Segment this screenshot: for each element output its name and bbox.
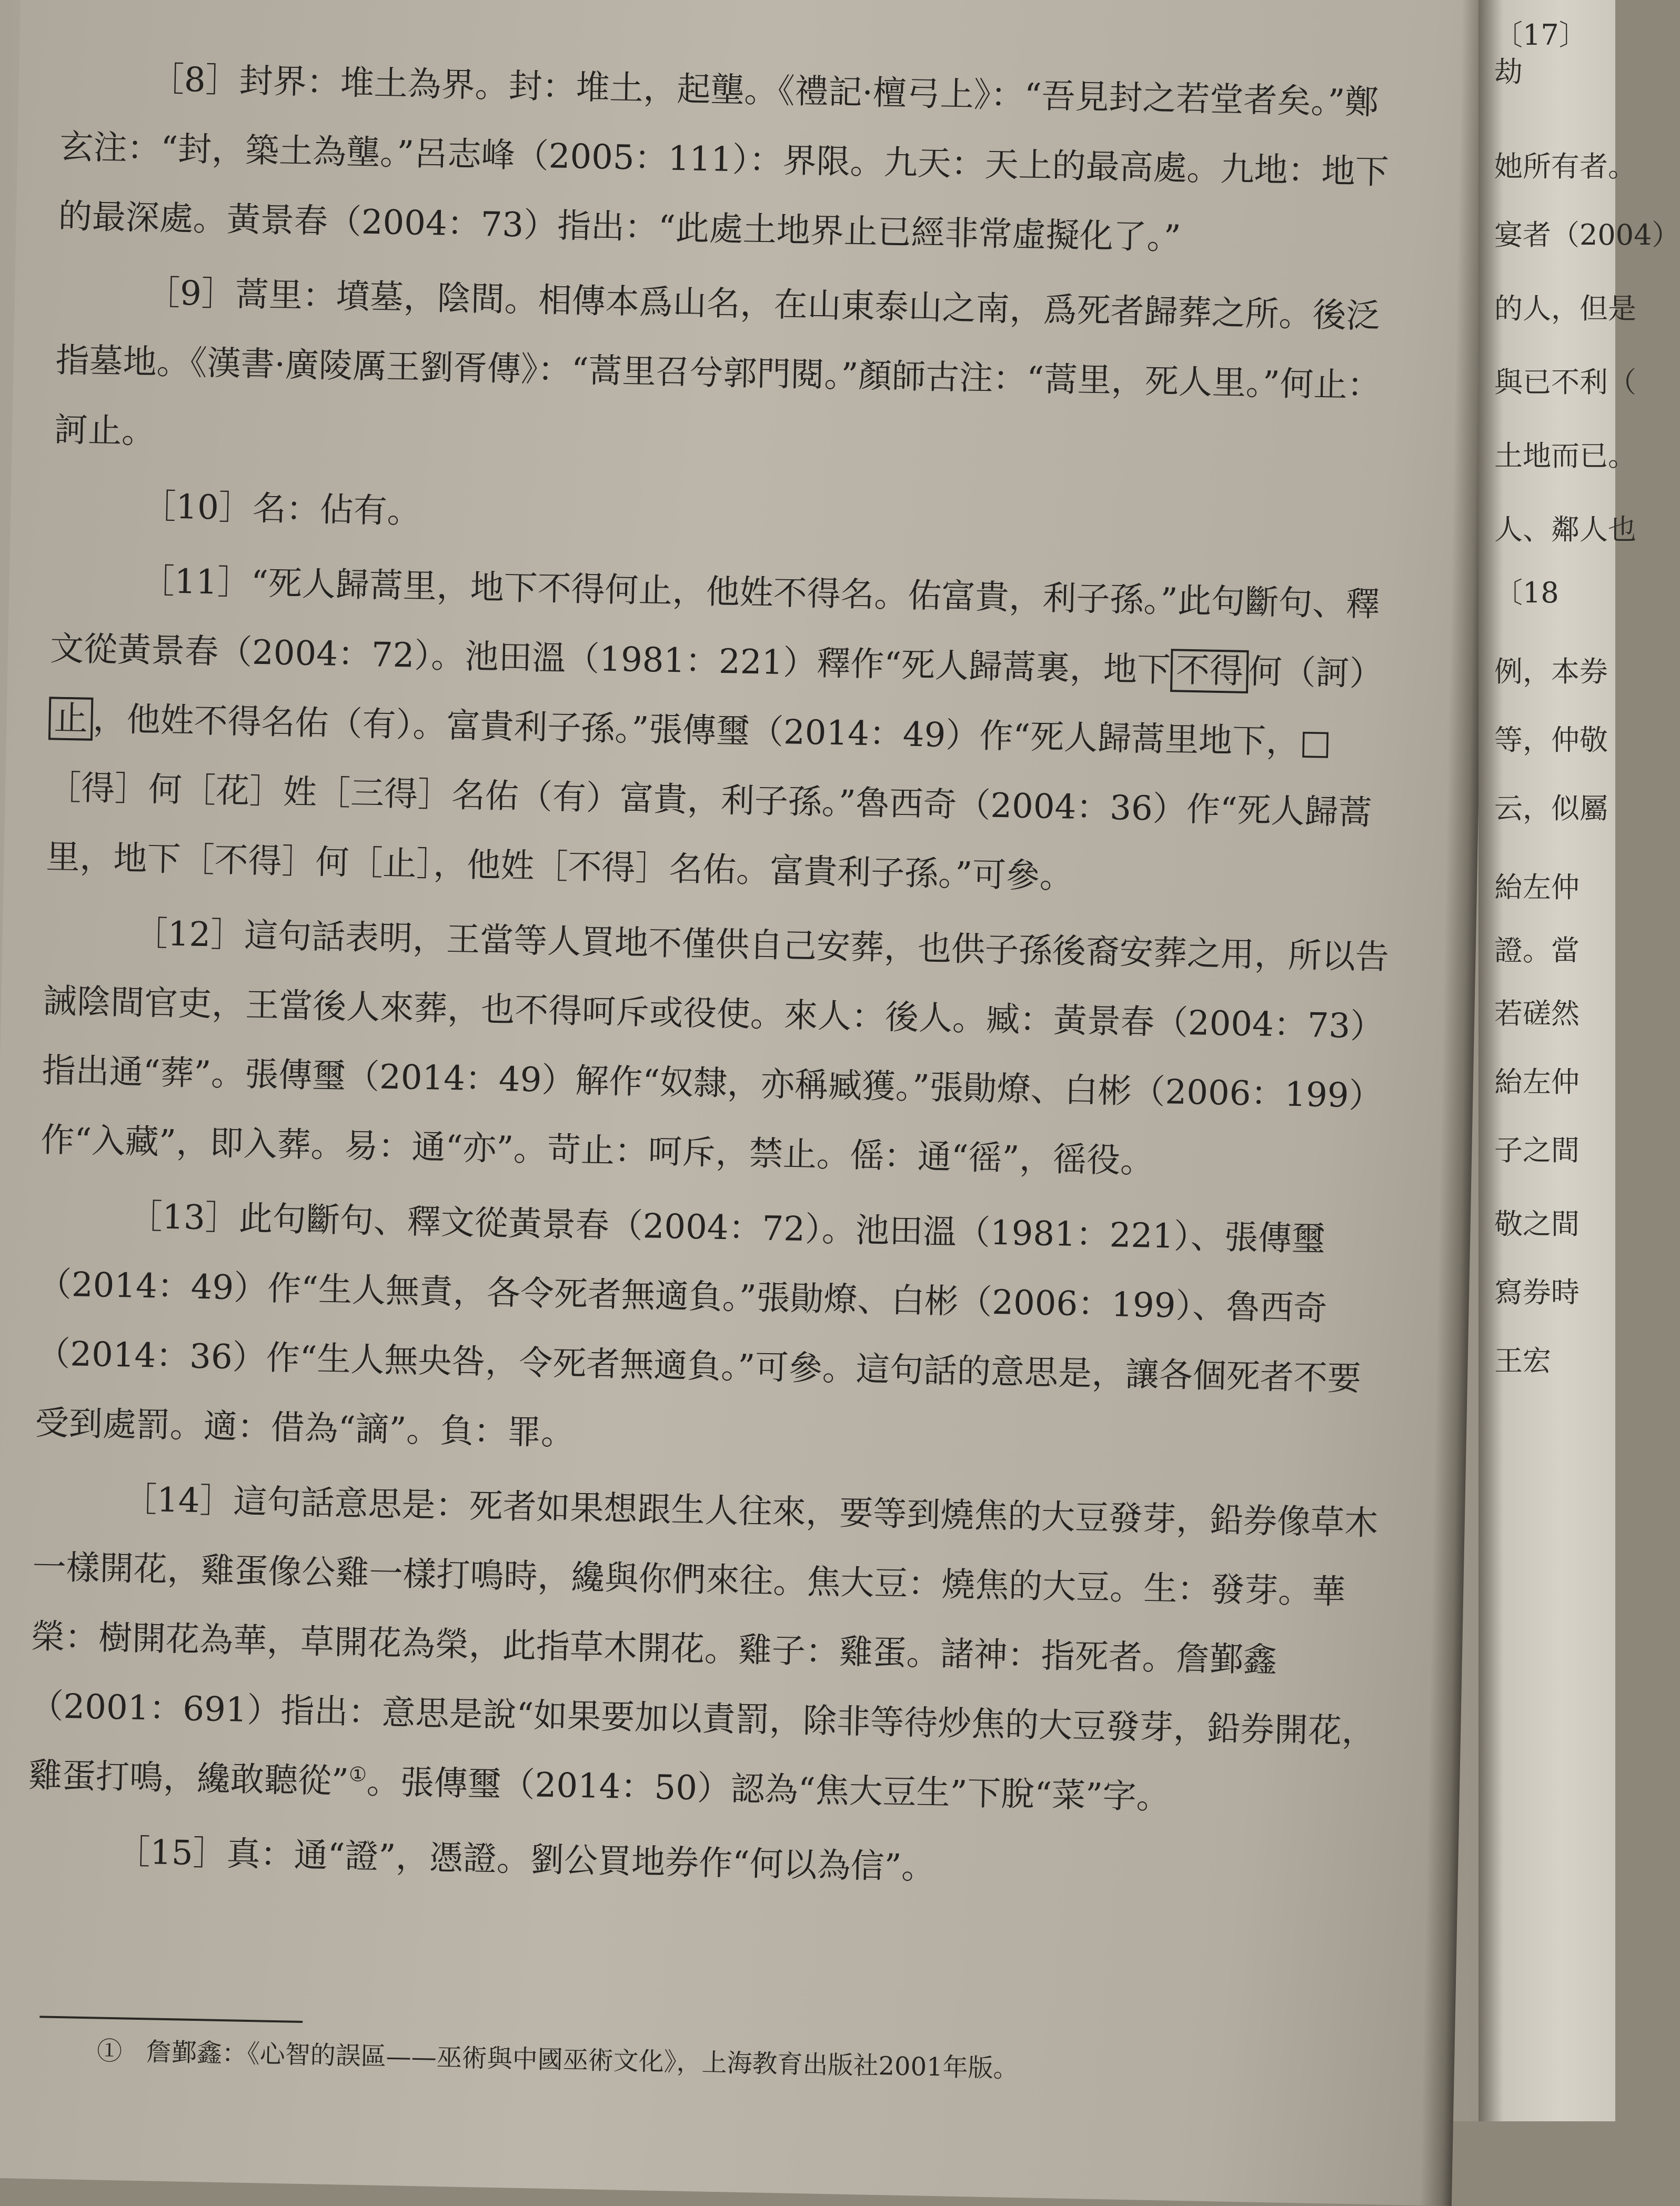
adjacent-page-fragment: 紿左仲 <box>1494 871 1580 904</box>
annotation-body: 名：佔有。 <box>252 489 421 531</box>
annotation-body: 封界：堆土為界。封：堆土，起壟。《禮記·檀弓上》：“吾見封之若堂者矣。”鄭玄注：“封，築土為壟。”呂志峰（2005：111）：界限。九天：天上的最高處。九地：地下的最深處。黃景春（2004：73）指出：“此處土地界止已經非常虛擬化了。” <box>58 62 1390 258</box>
annotation-body: 蒿里：墳墓，陰間。相傳本爲山名，在山東泰山之南，爲死者歸葬之所。後泛指墓地。《漢書·廣陵厲王劉胥傳》：“蒿里召兮郭門閱。”顏師古注：“蒿里，死人里。”何止：訶止。 <box>54 275 1382 452</box>
adjacent-page-fragment: 劫 <box>1494 55 1523 88</box>
annotation-14 <box>28 1463 1381 1836</box>
adjacent-page-fragment: 的人，但是 <box>1494 292 1636 325</box>
adjacent-page-fragment: 王宏 <box>1494 1344 1551 1377</box>
annotation-number: ［11］ <box>140 561 252 603</box>
adjacent-page-fragment: 寫券時 <box>1494 1276 1580 1309</box>
annotation-number: ［10］ <box>142 487 253 528</box>
footnote-divider <box>39 2016 303 2023</box>
annotation-number: ［9］ <box>146 273 236 314</box>
annotation-12 <box>40 897 1392 1201</box>
adjacent-page-fragment: 云，似屬 <box>1494 792 1608 825</box>
annotation-number: ［15］ <box>116 1832 227 1874</box>
annotation-body: 這句話意思是：死者如果想跟生人往來，要等到燒焦的大豆發芽，鉛券像草木一樣開花，雞蛋像公雞一樣打鳴時，纔與你們來往。焦大豆：燒焦的大豆。生：發芽。華榮：樹開花為華，草開花為榮，此指草木開花。雞子：雞蛋。諸神：指死者。詹鄞鑫（2001：691）指出：意思是說“如果要加以責罰，除非等待炒焦的大豆發芽，鉛券開花，雞蛋打鳴，纔敢聽從” <box>28 1482 1379 1801</box>
footnote-marker: ① <box>96 2036 123 2067</box>
annotation-number: ［8］ <box>150 59 240 100</box>
adjacent-page-fragment: 證。當 <box>1494 934 1580 967</box>
annotation-number: ［14］ <box>123 1480 234 1522</box>
adjacent-page-fragment: 宴者（2004） <box>1494 218 1680 251</box>
adjacent-page-fragment: 與已不利（ <box>1494 366 1636 399</box>
annotation-body: 真：通“證”，憑證。劉公買地券作“何以為信”。 <box>226 1835 936 1888</box>
adjacent-page-fragment: 等，仲敬 <box>1494 723 1608 757</box>
annotation-body: 這句話表明，王當等人買地不僅供自己安葬，也供子孫後裔安葬之用，所以告誡陰間官吏，王當後人來葬，也不得呵斥或役使。來人：後人。臧：黃景春（2004：73）指出通“葬”。張傳璽（2014：49）解作“奴隸，亦稱臧獲。”張勛燎、白彬（2006：199）作“入藏”，即入葬。易：通“亦”。苛止：呵斥，禁止。傜：通“徭”，徭役。 <box>40 916 1390 1181</box>
footnote-text: 詹鄞鑫：《心智的誤區——巫術與中國巫術文化》，上海教育出版社2001年版。 <box>146 2037 1019 2084</box>
adjacent-page-fragment: 子之間 <box>1494 1134 1580 1167</box>
annotation-body: 此句斷句、釋文從黃景春（2004：72）。池田溫（1981：221）、張傳璽（2014：49）作“生人無責，各令死者無適負。”張勛燎、白彬（2006：199）、魯西奇（2014：36）作“生人無央咎，令死者無適負。”可參。這句話的意思是，讓各個死者不要受到處罰。適：借為“謫”。負：罪。 <box>35 1199 1362 1453</box>
annotation-body: “死人歸蒿里，地下不得何止，他姓不得名。佑富貴，利子孫。”此句斷句、釋文從黃景春（2004：72）。池田溫（1981：221）釋作“死人歸蒿裏，地下 <box>49 563 1380 690</box>
annotation-body: 。張傳璽（2014：50）認為“焦大豆生”下脫“菜”字。 <box>366 1762 1171 1817</box>
annotation-8 <box>58 43 1409 277</box>
adjacent-page-fragment: 若磋然 <box>1494 997 1580 1030</box>
boxed-characters: 不得 <box>1170 649 1249 693</box>
adjacent-page-edge <box>1478 0 1680 2121</box>
adjacent-page-fragment: 人、鄰人也 <box>1494 513 1636 546</box>
adjacent-page-fragment: 土地而已。 <box>1494 439 1636 472</box>
annotation-body: ，他姓不得名佑（有）。富貴利子孫。”張傳璽（2014：49）作“死人歸蒿里地下，□［得］何［花］姓［三得］名佑（有）富貴，利子孫。”魯西奇（2004：36）作“死人歸蒿里，地下［不得］何［止］，他姓［不得］名佑。富貴利子孫。”可參。 <box>45 699 1373 896</box>
adjacent-page-fragment: 敬之間 <box>1494 1207 1580 1241</box>
annotation-body: 何（訶） <box>1248 652 1384 694</box>
adjacent-page-fragment: 〔17〕 <box>1494 18 1587 52</box>
adjacent-page-fragment: 紿左仲 <box>1494 1065 1580 1099</box>
footnote <box>96 2033 1307 2093</box>
adjacent-page-fragment: 例，本券 <box>1494 655 1608 688</box>
annotation-text <box>26 43 1409 1911</box>
annotation-13 <box>35 1180 1387 1484</box>
adjacent-page-fragment: 〔18 <box>1494 576 1559 609</box>
annotation-number: ［13］ <box>128 1197 239 1238</box>
annotation-9 <box>54 256 1404 490</box>
adjacent-page-fragment: 她所有者。 <box>1494 150 1636 183</box>
footnote-reference: ① <box>348 1762 367 1786</box>
boxed-character: 止 <box>48 697 94 741</box>
annotation-11 <box>45 545 1399 918</box>
annotation-number: ［12］ <box>134 914 245 955</box>
